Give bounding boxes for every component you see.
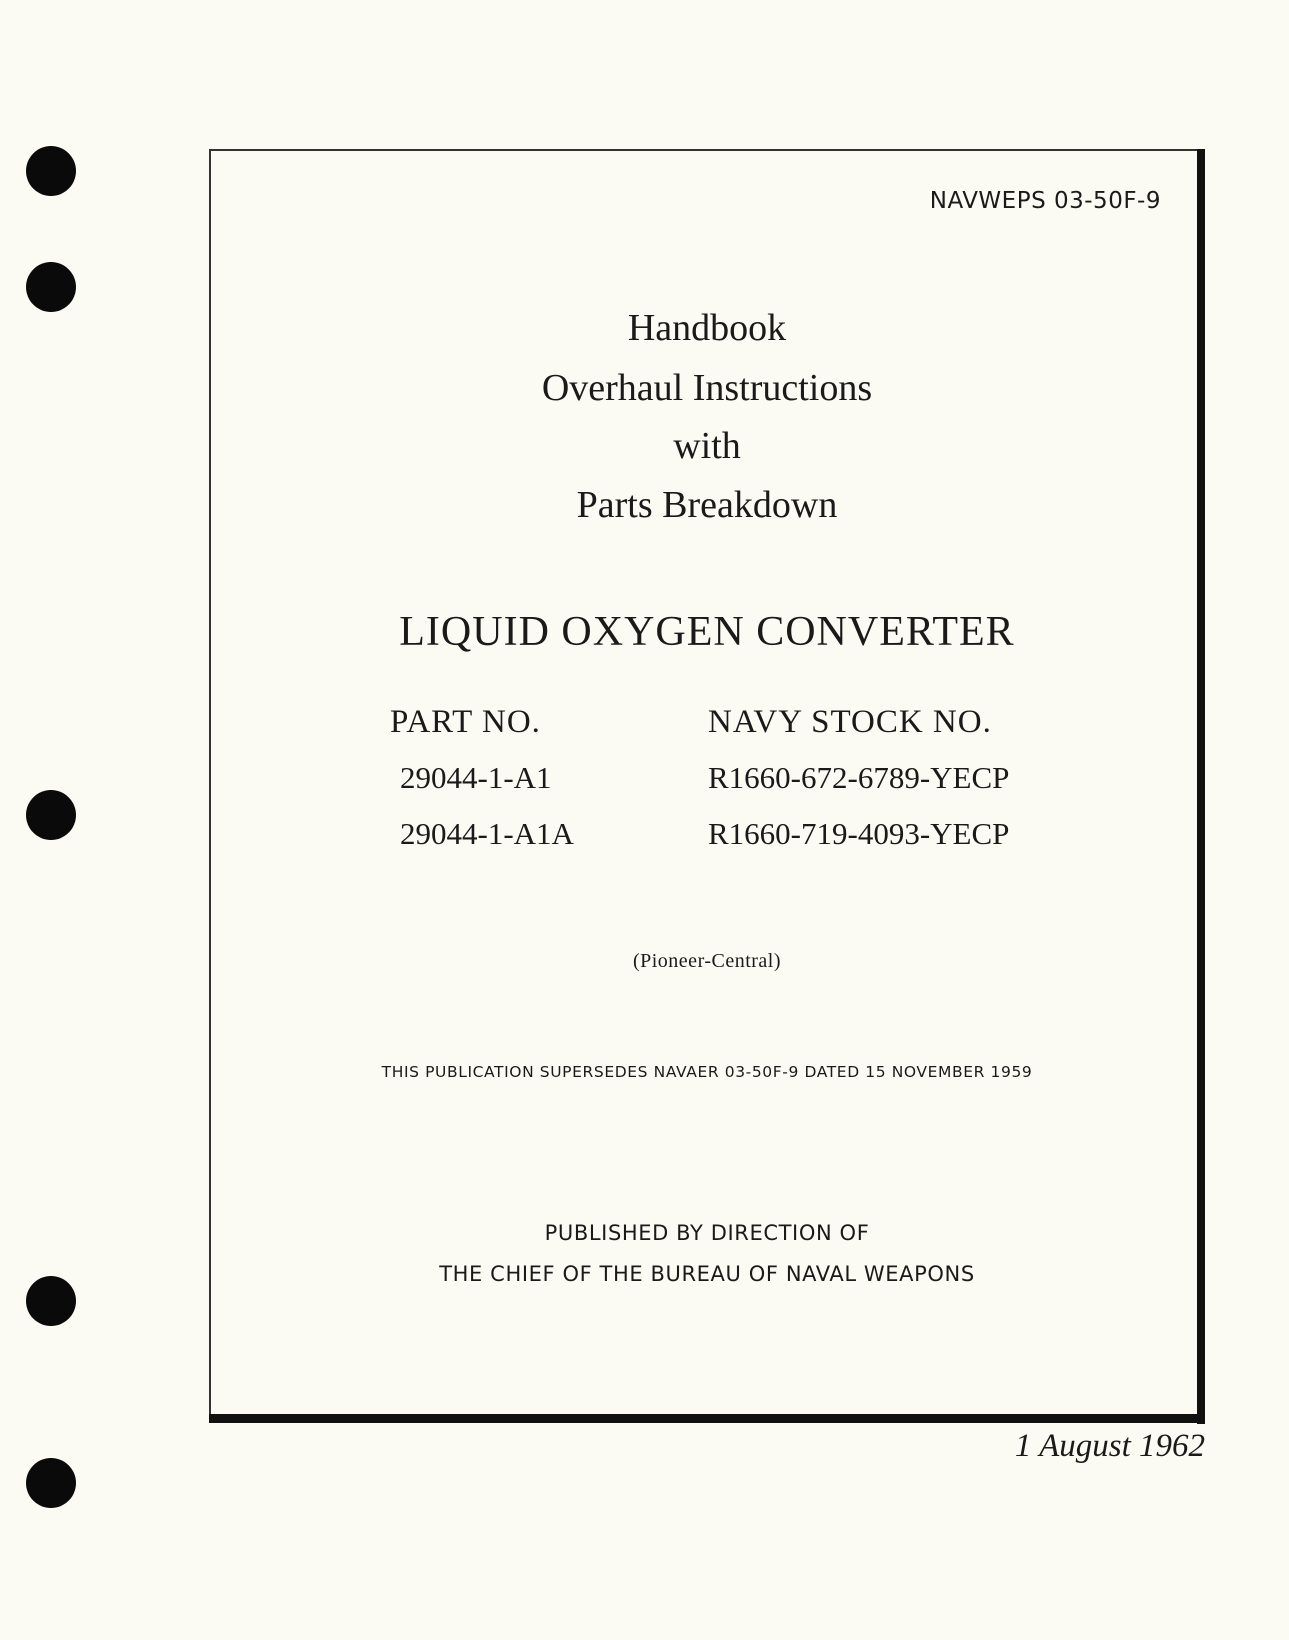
supersedes-notice: THIS PUBLICATION SUPERSEDES NAVAER 03-50F-9 DATED 15 NOVEMBER 1959 bbox=[381, 1063, 1033, 1081]
stock-number: R1660-719-4093-YECP bbox=[708, 816, 1010, 851]
binder-hole bbox=[26, 262, 76, 312]
title-line: Handbook bbox=[627, 307, 787, 349]
stock-number: R1660-672-6789-YECP bbox=[708, 760, 1010, 795]
subject-title: LIQUID OXYGEN CONVERTER bbox=[399, 609, 1015, 655]
title-line: with bbox=[673, 425, 741, 467]
part-number: 29044-1-A1A bbox=[400, 816, 574, 851]
title-line: Parts Breakdown bbox=[576, 484, 838, 526]
binder-hole bbox=[26, 790, 76, 840]
frame-border-top bbox=[209, 149, 1205, 151]
binder-hole bbox=[26, 146, 76, 196]
published-by-line: THE CHIEF OF THE BUREAU OF NAVAL WEAPONS bbox=[439, 1262, 975, 1286]
publication-date: 1 August 1962 bbox=[1014, 1428, 1205, 1464]
document-number: NAVWEPS 03-50F-9 bbox=[929, 188, 1161, 214]
frame-border-bottom bbox=[209, 1414, 1205, 1423]
manufacturer: (Pioneer-Central) bbox=[632, 950, 782, 972]
binder-hole bbox=[26, 1458, 76, 1508]
part-number: 29044-1-A1 bbox=[400, 760, 552, 795]
published-by-line: PUBLISHED BY DIRECTION OF bbox=[544, 1221, 870, 1245]
stock-no-header: NAVY STOCK NO. bbox=[708, 704, 992, 740]
part-no-header: PART NO. bbox=[390, 704, 541, 740]
title-line: Overhaul Instructions bbox=[541, 367, 873, 409]
